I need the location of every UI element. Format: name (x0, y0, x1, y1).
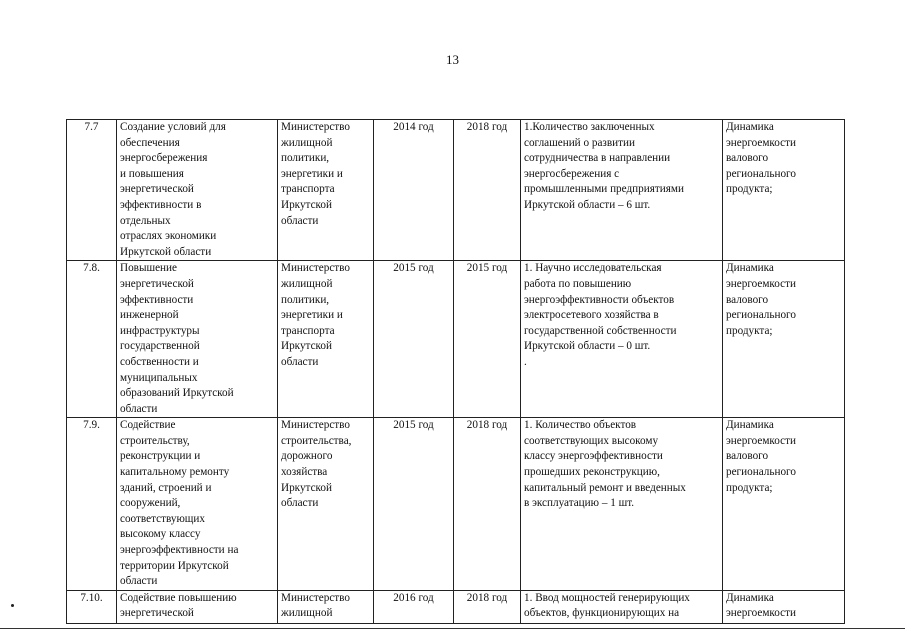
measure-cell: Повышение энергетической эффективности инженерной инфраструктуры государственной собственности и муниципальных образований Иркутской области (117, 261, 278, 418)
page-number: 13 (446, 52, 459, 67)
start-year-cell: 2014 год (374, 120, 454, 261)
table-row (67, 261, 845, 418)
indicator-cell: Динамика энергоемкости валового регионального продукта; (723, 261, 845, 418)
end-year-cell: 2018 год (454, 590, 521, 623)
indicator-cell: Динамика энергоемкости валового регионального продукта; (723, 418, 845, 591)
end-year-cell: 2018 год (454, 418, 521, 591)
table-row (67, 120, 845, 261)
end-year-cell: 2018 год (454, 120, 521, 261)
measure-cell: Создание условий для обеспечения энергосбережения и повышения энергетической эффективности в отдельных отраслях экономики Иркутской области (117, 120, 278, 261)
indicator-cell: Динамика энергоемкости валового регионального продукта; (723, 120, 845, 261)
expected-result-cell: 1.Количество заключенных соглашений о развитии сотрудничества в направлении энергосбережения с промышленными предприятиями Иркутской области – 6 шт. (521, 120, 723, 261)
table-row (67, 418, 845, 591)
executor-cell: Министерство жилищной (278, 590, 374, 623)
end-year-cell: 2015 год (454, 261, 521, 418)
expected-result-cell: 1. Количество объектов соответствующих высокому классу энергоэффективности прошедших реконструкцию, капитальный ремонт и введенных в эксплуатацию – 1 шт. (521, 418, 723, 591)
measure-cell: Содействие строительству, реконструкции и капитальному ремонту зданий, строений и сооружений, соответствующих высокому классу энергоэффективности на территории Иркутской области (117, 418, 278, 591)
start-year-cell: 2015 год (374, 261, 454, 418)
page-bottom-rule (0, 628, 905, 629)
executor-cell: Министерство строительства, дорожного хозяйства Иркутской области (278, 418, 374, 591)
executor-cell: Министерство жилищной политики, энергетики и транспорта Иркутской области (278, 120, 374, 261)
expected-result-cell: 1. Ввод мощностей генерирующих объектов, функционирующих на (521, 590, 723, 623)
program-measures-table (66, 119, 845, 624)
row-number-cell: 7.7 (67, 120, 117, 261)
start-year-cell: 2016 год (374, 590, 454, 623)
start-year-cell: 2015 год (374, 418, 454, 591)
expected-result-cell: 1. Научно исследовательская работа по повышению энергоэффективности объектов электросетевого хозяйства в государственной собственности Иркутской области – 0 шт. . (521, 261, 723, 418)
row-number-cell: 7.9. (67, 418, 117, 591)
indicator-cell: Динамика энергоемкости (723, 590, 845, 623)
measure-cell: Содействие повышению энергетической (117, 590, 278, 623)
executor-cell: Министерство жилищной политики, энергетики и транспорта Иркутской области (278, 261, 374, 418)
scan-artifact-dot (11, 604, 14, 607)
row-number-cell: 7.8. (67, 261, 117, 418)
table-row (67, 590, 845, 623)
row-number-cell: 7.10. (67, 590, 117, 623)
